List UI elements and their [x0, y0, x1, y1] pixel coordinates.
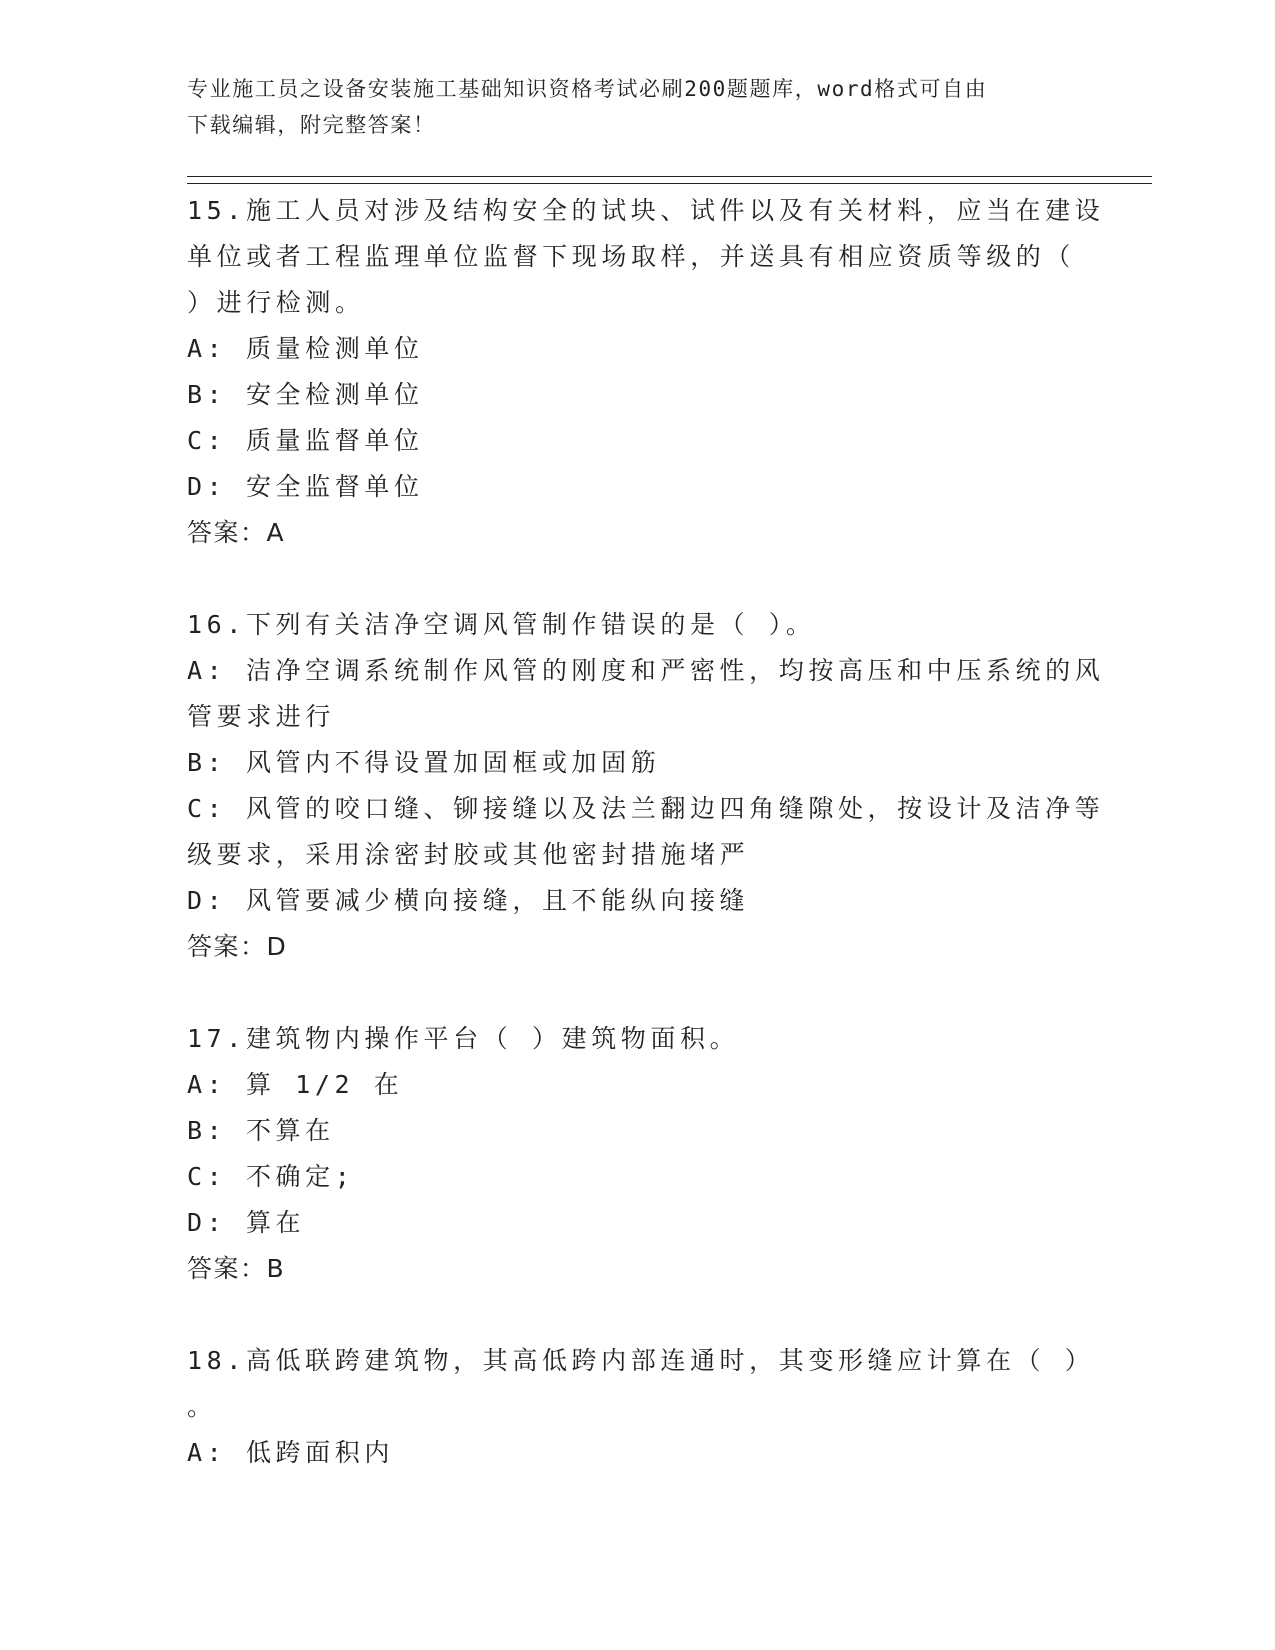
option-a: A: 低跨面积内: [187, 1438, 394, 1467]
option-c: C: 不确定;: [187, 1162, 355, 1191]
answer: 答案：D: [187, 932, 288, 961]
option-a: A: 洁净空调系统制作风管的刚度和严密性，均按高压和中压系统的风: [187, 656, 1105, 685]
option-d: D: 风管要减少横向接缝，且不能纵向接缝: [187, 886, 750, 915]
question-text-line: 16.下列有关洁净空调风管制作错误的是（ ）。: [187, 610, 816, 639]
option-a-continued: 管要求进行: [187, 702, 336, 731]
option-a: A: 质量检测单位: [187, 334, 424, 363]
question-text-line: 。: [187, 1392, 217, 1421]
question-17: [187, 1016, 1117, 1292]
answer: 答案：A: [187, 518, 286, 547]
question-list: [187, 188, 1117, 1476]
question-text-line: 单位或者工程监理单位监督下现场取样，并送具有相应资质等级的（: [187, 242, 1076, 271]
spacer: [187, 970, 1117, 1016]
option-c: C: 风管的咬口缝、铆接缝以及法兰翻边四角缝隙处，按设计及洁净等: [187, 794, 1105, 823]
option-b: B: 安全检测单位: [187, 380, 424, 409]
spacer: [187, 1292, 1117, 1338]
question-18: [187, 1338, 1117, 1476]
question-text-line: 18.高低联跨建筑物，其高低跨内部连通时，其变形缝应计算在（ ）: [187, 1346, 1095, 1375]
question-text-line: 15.施工人员对涉及结构安全的试块、试件以及有关材料，应当在建设: [187, 196, 1105, 225]
option-c: C: 质量监督单位: [187, 426, 424, 455]
question-text-line: ）进行检测。: [187, 288, 365, 317]
answer: 答案：B: [187, 1254, 286, 1283]
header-divider: [187, 183, 1152, 184]
option-b: B: 不算在: [187, 1116, 335, 1145]
option-d: D: 算在: [187, 1208, 306, 1237]
question-16: [187, 602, 1117, 970]
question-15: [187, 188, 1117, 556]
header-line: 专业施工员之设备安装施工基础知识资格考试必刷200题题库，word格式可自由: [187, 77, 988, 101]
document-header: [187, 71, 1067, 143]
option-c-continued: 级要求，采用涂密封胶或其他密封措施堵严: [187, 840, 750, 869]
header-line: 下载编辑，附完整答案！: [187, 113, 436, 137]
question-text-line: 17.建筑物内操作平台（ ）建筑物面积。: [187, 1024, 740, 1053]
option-d: D: 安全监督单位: [187, 472, 424, 501]
option-b: B: 风管内不得设置加固框或加固筋: [187, 748, 661, 777]
spacer: [187, 556, 1117, 602]
option-a: A: 算 1/2 在: [187, 1070, 404, 1099]
header-divider: [187, 176, 1152, 177]
